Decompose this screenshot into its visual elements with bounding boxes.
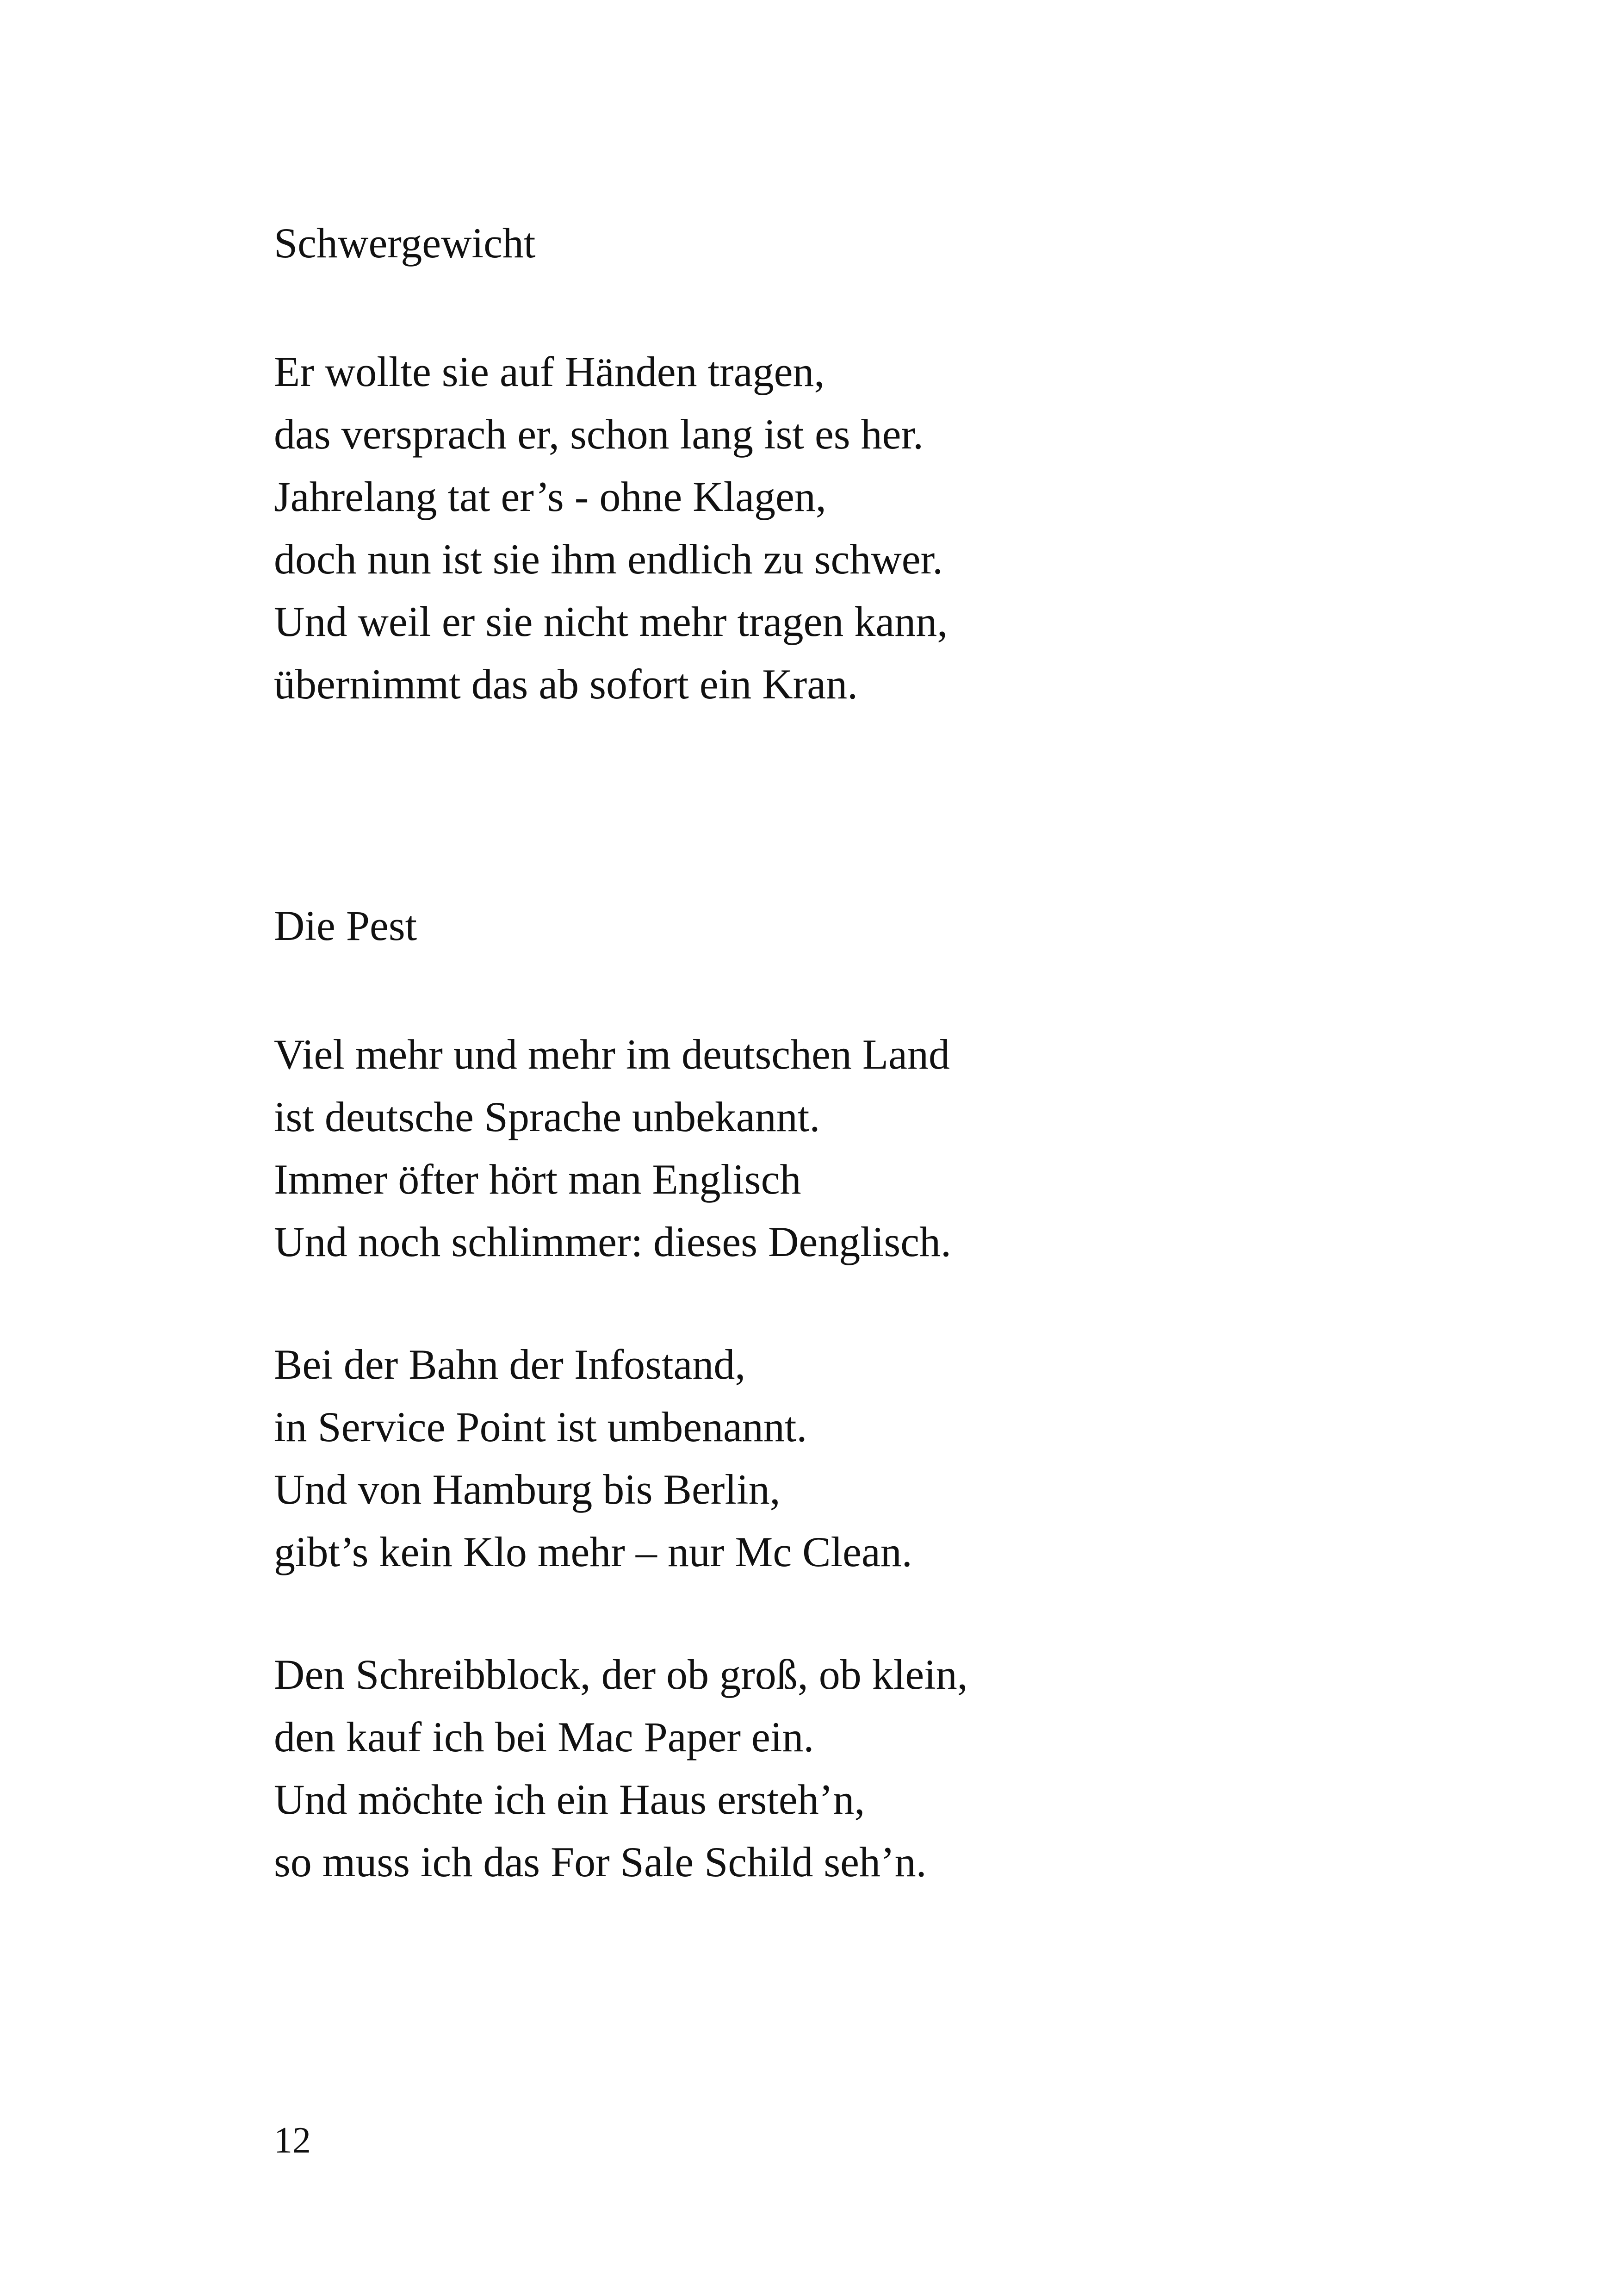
- poem-line: das versprach er, schon lang ist es her.: [274, 411, 924, 458]
- poem-line: in Service Point ist umbenannt.: [274, 1403, 807, 1450]
- poem-line: ist deutsche Sprache unbekannt.: [274, 1093, 820, 1140]
- poem-line: Und weil er sie nicht mehr tragen kann,: [274, 598, 948, 645]
- poem-line: so muss ich das For Sale Schild seh’n.: [274, 1838, 927, 1885]
- poem-title: Schwergewicht: [274, 219, 536, 267]
- poem-line: Jahrelang tat er’s - ohne Klagen,: [274, 473, 826, 520]
- poem-line: Bei der Bahn der Infostand,: [274, 1341, 746, 1388]
- page-number: 12: [274, 2120, 311, 2161]
- poem-stanza: [274, 1333, 912, 1583]
- poem-stanza: [274, 1643, 968, 1893]
- poem-line: Immer öfter hört man Englisch: [274, 1156, 801, 1203]
- poem-line: gibt’s kein Klo mehr – nur Mc Clean.: [274, 1528, 912, 1575]
- poem-line: Er wollte sie auf Händen tragen,: [274, 348, 825, 395]
- poem-line: Den Schreibblock, der ob groß, ob klein,: [274, 1651, 968, 1698]
- poem-stanza: [274, 1023, 951, 1273]
- poem-line: Und von Hamburg bis Berlin,: [274, 1466, 781, 1513]
- poem-line: Und noch schlimmer: dieses Denglisch.: [274, 1218, 952, 1265]
- poem-line: Und möchte ich ein Haus ersteh’n,: [274, 1776, 865, 1823]
- poem-line: den kauf ich bei Mac Paper ein.: [274, 1713, 814, 1761]
- poem-title: Die Pest: [274, 902, 417, 949]
- poem-stanza: [274, 341, 948, 716]
- poem-line: doch nun ist sie ihm endlich zu schwer.: [274, 535, 943, 583]
- poem-line: übernimmt das ab sofort ein Kran.: [274, 660, 858, 708]
- poem-line: Viel mehr und mehr im deutschen Land: [274, 1031, 950, 1078]
